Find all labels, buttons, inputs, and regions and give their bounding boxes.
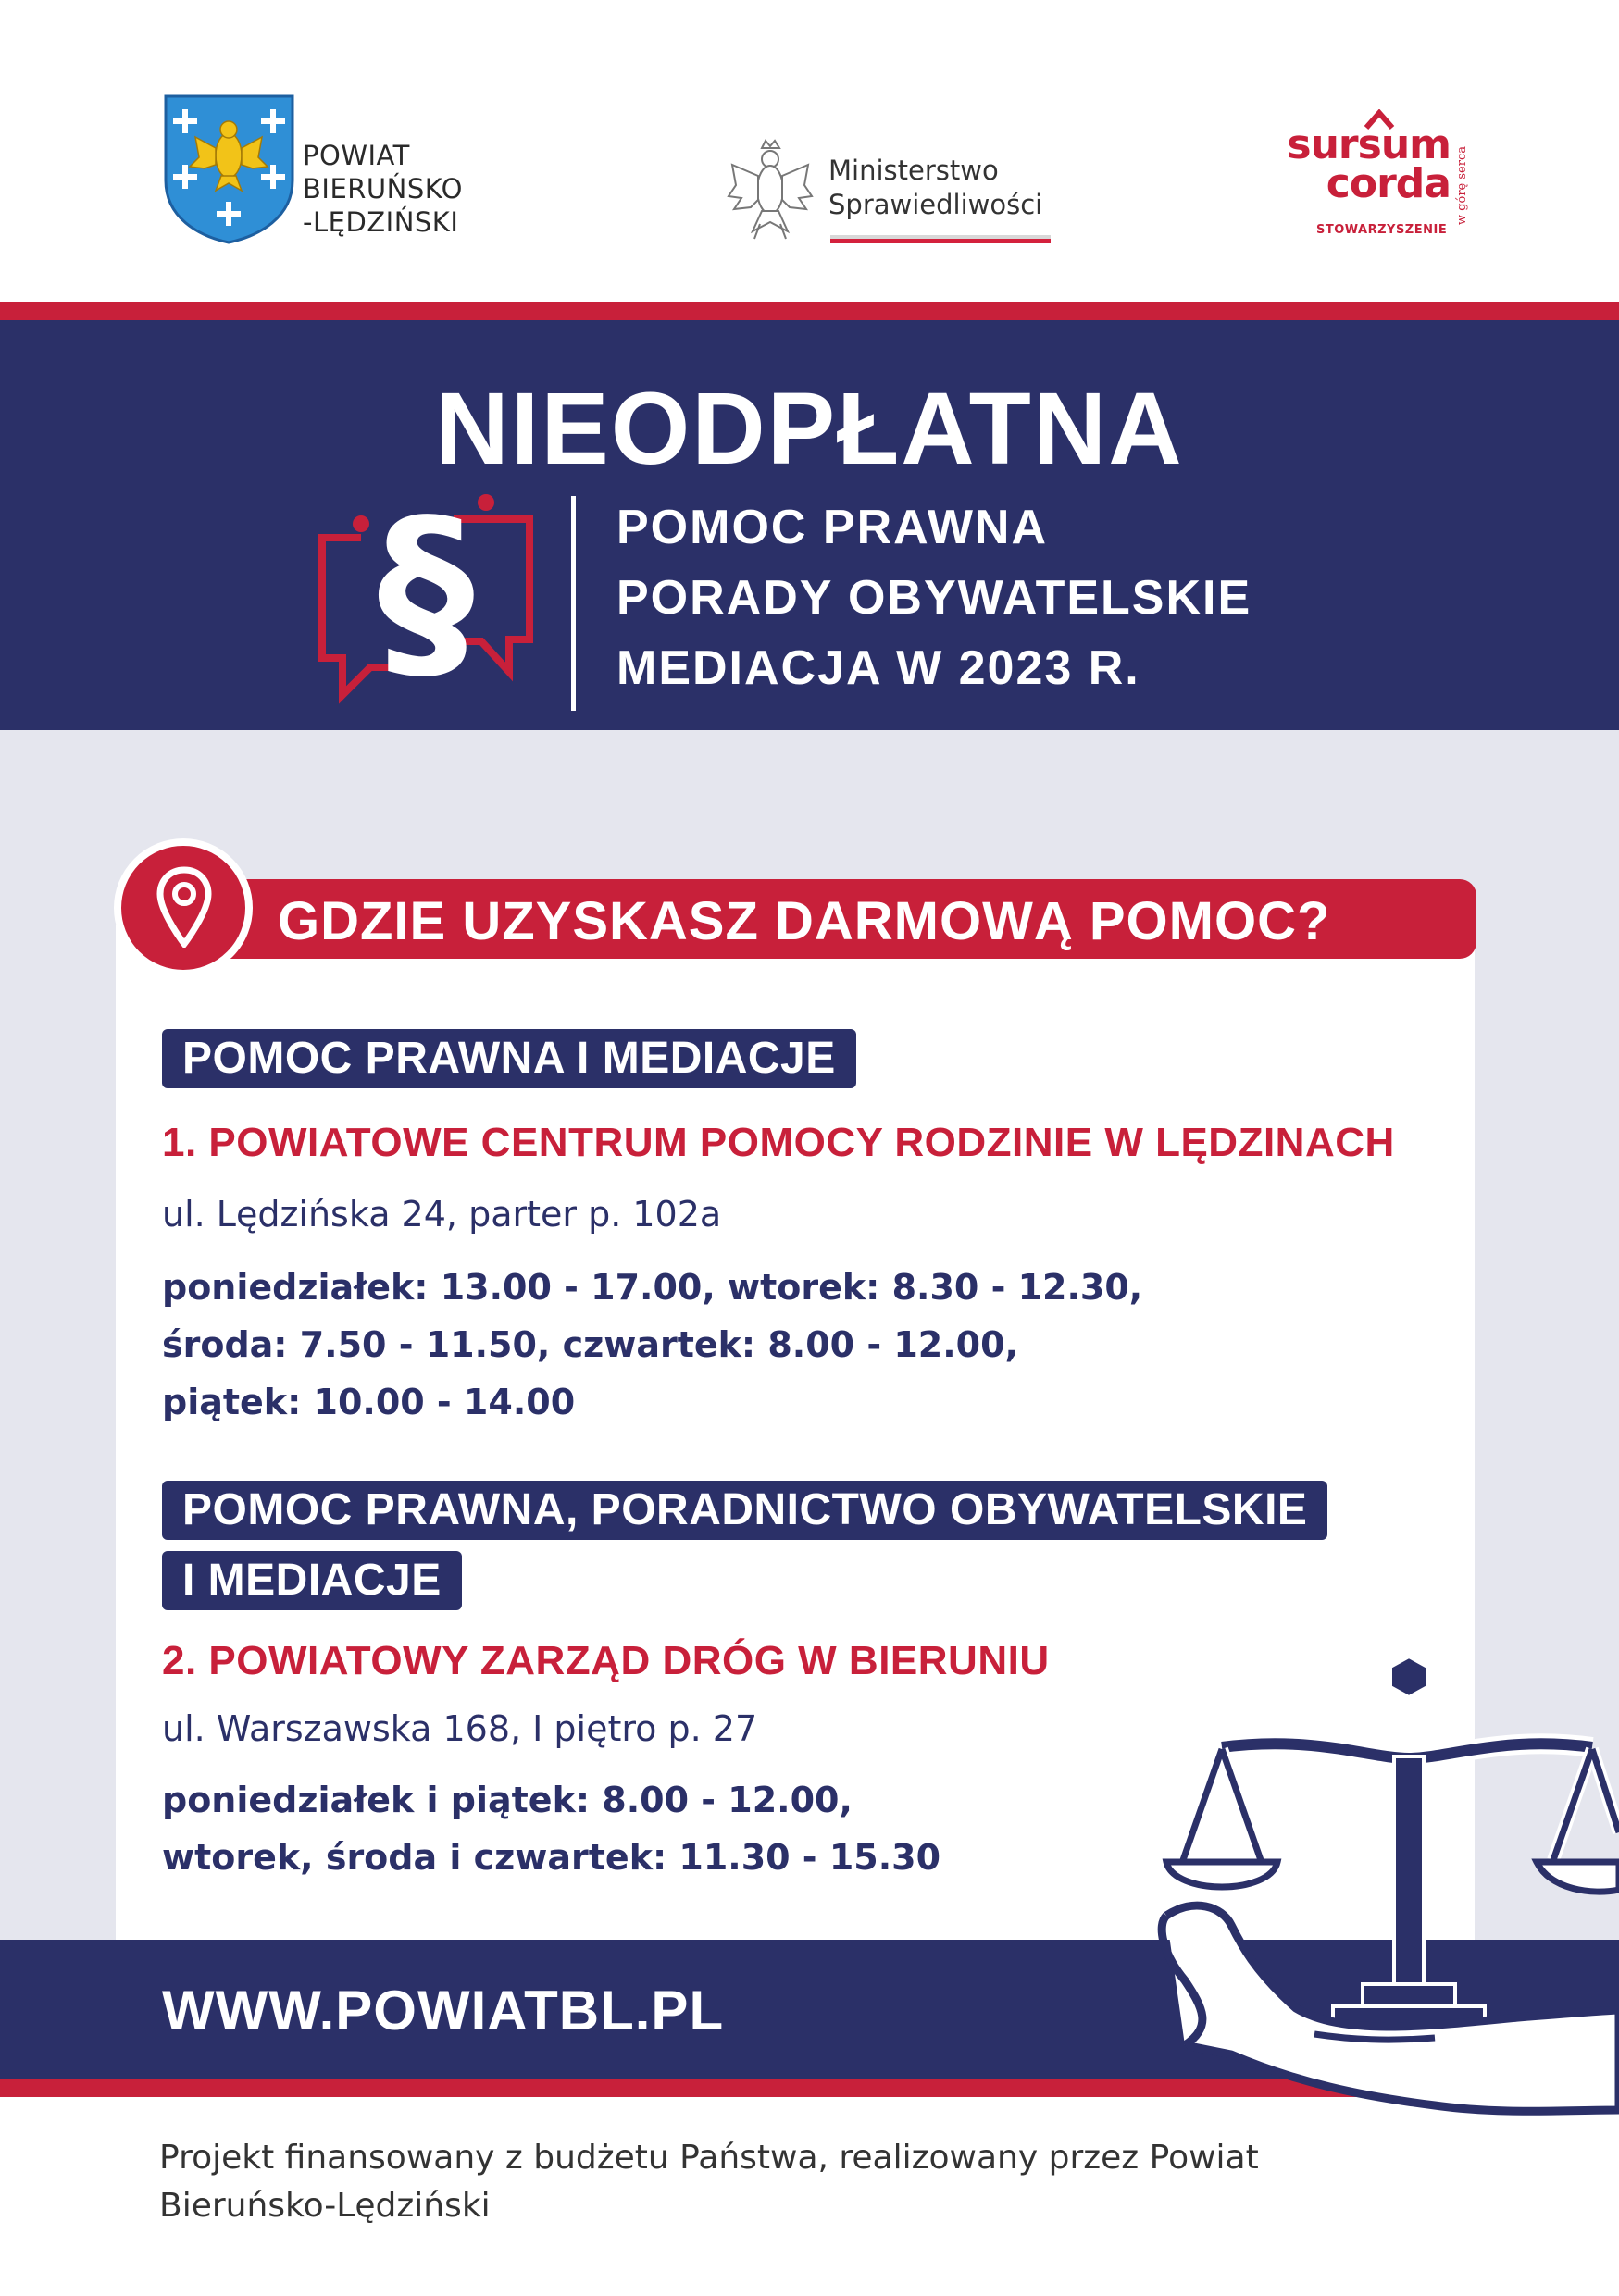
main-title: NIEODPŁATNA xyxy=(435,372,1184,486)
ministry-name xyxy=(828,154,1042,222)
website-url: WWW.POWIATBL.PL xyxy=(162,1980,725,2042)
title-band xyxy=(0,302,1619,730)
place-address: ul. Warszawska 168, I piętro p. 27 xyxy=(162,1708,758,1749)
polish-eagle-icon xyxy=(727,139,815,245)
sursum-subtitle: STOWARZYSZENIE xyxy=(1316,223,1448,237)
hours-line: środa: 7.50 - 11.50, czwartek: 8.00 - 12.00, xyxy=(162,1324,1018,1365)
hours-line: poniedziałek i piątek: 8.00 - 12.00, xyxy=(162,1780,853,1820)
ministry-logo xyxy=(727,139,1060,250)
opening-hours xyxy=(162,1771,940,1886)
powiat-name-line: BIERUŃSKO xyxy=(303,173,464,205)
ministry-flag xyxy=(830,235,1051,244)
where-heading: GDZIE UZYSKASZ DARMOWĄ POMOC? xyxy=(278,891,1331,951)
logo-row xyxy=(0,0,1619,301)
sursum-side-text: w górę serca xyxy=(1455,146,1469,226)
powiat-name-line: POWIAT xyxy=(303,140,410,171)
place-address: ul. Lędzińska 24, parter p. 102a xyxy=(162,1194,722,1235)
place-title: 1. POWIATOWE CENTRUM POMOCY RODZINIE W LĘDZINACH xyxy=(162,1120,1395,1165)
service-item: POMOC PRAWNA xyxy=(616,501,1048,554)
location-pin-icon xyxy=(156,866,212,948)
hours-line: poniedziałek: 13.00 - 17.00, wtorek: 8.30 - 12.30, xyxy=(162,1267,1143,1308)
where-heading-bar xyxy=(167,879,1476,959)
service-item: MEDIACJA W 2023 R. xyxy=(616,641,1140,695)
hours-line: piątek: 10.00 - 14.00 xyxy=(162,1382,576,1422)
powiat-name-line: -LĘDZIŃSKI xyxy=(303,206,459,238)
corda-word: corda xyxy=(1326,160,1451,207)
sursum-corda-logo xyxy=(1270,109,1483,257)
funding-note xyxy=(159,2134,1259,2230)
opening-hours xyxy=(162,1259,1142,1431)
powiat-name xyxy=(303,139,463,239)
funding-note-line: Bieruńsko-Lędziński xyxy=(159,2187,491,2225)
service-badge: I MEDIACJE xyxy=(162,1551,462,1610)
funding-note-line: Projekt finansowany z budżetu Państwa, realizowany przez Powiat xyxy=(159,2139,1259,2177)
service-item: PORADY OBYWATELSKIE xyxy=(616,571,1252,625)
scales-hand-icon xyxy=(1129,1647,1619,2128)
hours-line: wtorek, środa i czwartek: 11.30 - 15.30 xyxy=(162,1837,941,1878)
location-pin-badge xyxy=(114,838,253,977)
service-badge: POMOC PRAWNA, PORADNICTWO OBYWATELSKIE xyxy=(162,1481,1327,1540)
place-title: 2. POWIATOWY ZARZĄD DRÓG W BIERUNIU xyxy=(162,1638,1050,1683)
title-divider xyxy=(571,496,576,711)
service-badge: POMOC PRAWNA I MEDIACJE xyxy=(162,1029,856,1088)
powiat-logo xyxy=(162,93,551,250)
svg-text:§: § xyxy=(377,482,475,704)
powiat-crest-icon xyxy=(162,93,296,245)
services-list xyxy=(616,492,1252,703)
sursum-corda-wordmark xyxy=(1270,121,1451,207)
sursum-word: sursum xyxy=(1287,121,1451,168)
ministry-name-line: Ministerstwo xyxy=(828,155,999,186)
paragraph-speech-icon xyxy=(315,482,537,714)
ministry-name-line: Sprawiedliwości xyxy=(828,189,1043,220)
